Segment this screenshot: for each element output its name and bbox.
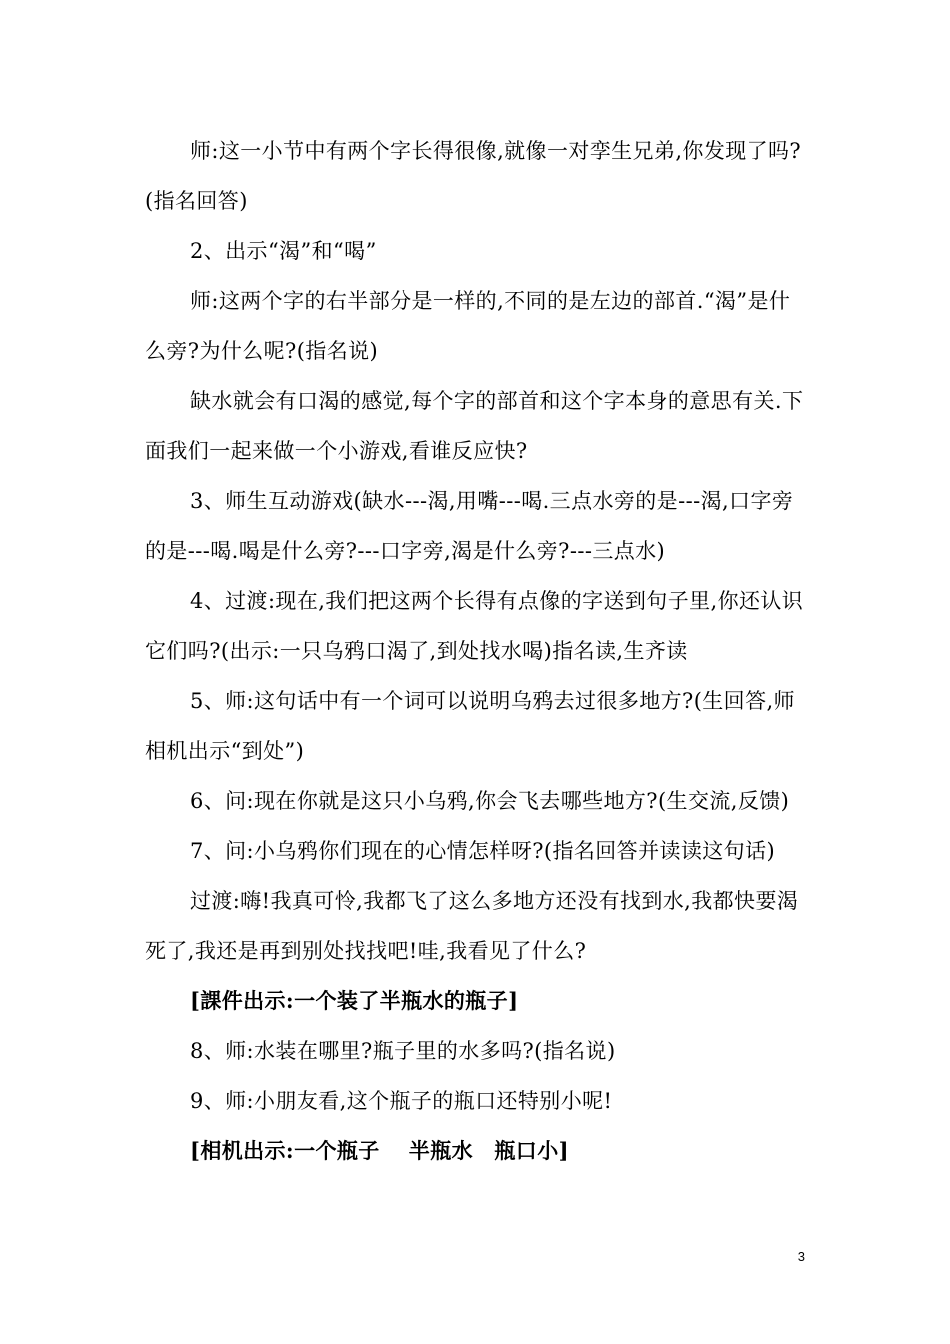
page-number: 3 xyxy=(797,1249,805,1264)
courseware-note-1: [課件出示:一个装了半瓶水的瓶子] xyxy=(190,988,519,1013)
document-body xyxy=(145,126,810,1176)
paragraph-10: 过渡:嗨!我真可怜,我都飞了这么多地方还没有找到水,我都快要渴死了,我还是再到别处找找吧!哇,我看见了什么? xyxy=(145,889,799,963)
paragraph-4: 缺水就会有口渴的感觉,每个字的部首和这个字本身的意思有关.下面我们一起来做一个小游戏,看谁反应快? xyxy=(145,389,804,463)
courseware-note-2: [相机出示:一个瓶子 半瓶水 瓶口小] xyxy=(190,1138,569,1163)
paragraph-1: 师:这一小节中有两个字长得很像,就像一对孪生兄弟,你发现了吗?(指名回答) xyxy=(145,139,802,213)
paragraph-2: 2、出示“渴”和“喝” xyxy=(190,239,377,263)
paragraph-3: 师:这两个字的右半部分是一样的,不同的是左边的部首.“渴”是什么旁?为什么呢?(指名说) xyxy=(145,289,791,363)
paragraph-6: 4、过渡:现在,我们把这两个长得有点像的字送到句子里,你还认识它们吗?(出示:一只乌鸦口渴了,到处找水喝)指名读,生齐读 xyxy=(145,589,804,663)
paragraph-9: 7、问:小乌鸦你们现在的心情怎样呀?(指名回答并读读这句话) xyxy=(190,839,776,863)
paragraph-12: 8、师:水装在哪里?瓶子里的水多吗?(指名说) xyxy=(190,1039,616,1063)
paragraph-8: 6、问:现在你就是这只小乌鸦,你会飞去哪些地方?(生交流,反馈) xyxy=(190,789,790,813)
paragraph-5: 3、师生互动游戏(缺水---渴,用嘴---喝.三点水旁的是---渴,口字旁的是---喝.喝是什么旁?---口字旁,渴是什么旁?---三点水) xyxy=(145,489,794,563)
paragraph-13: 9、师:小朋友看,这个瓶子的瓶口还特别小呢! xyxy=(190,1089,613,1113)
paragraph-7: 5、师:这句话中有一个词可以说明乌鸦去过很多地方?(生回答,师相机出示“到处”) xyxy=(145,689,795,763)
